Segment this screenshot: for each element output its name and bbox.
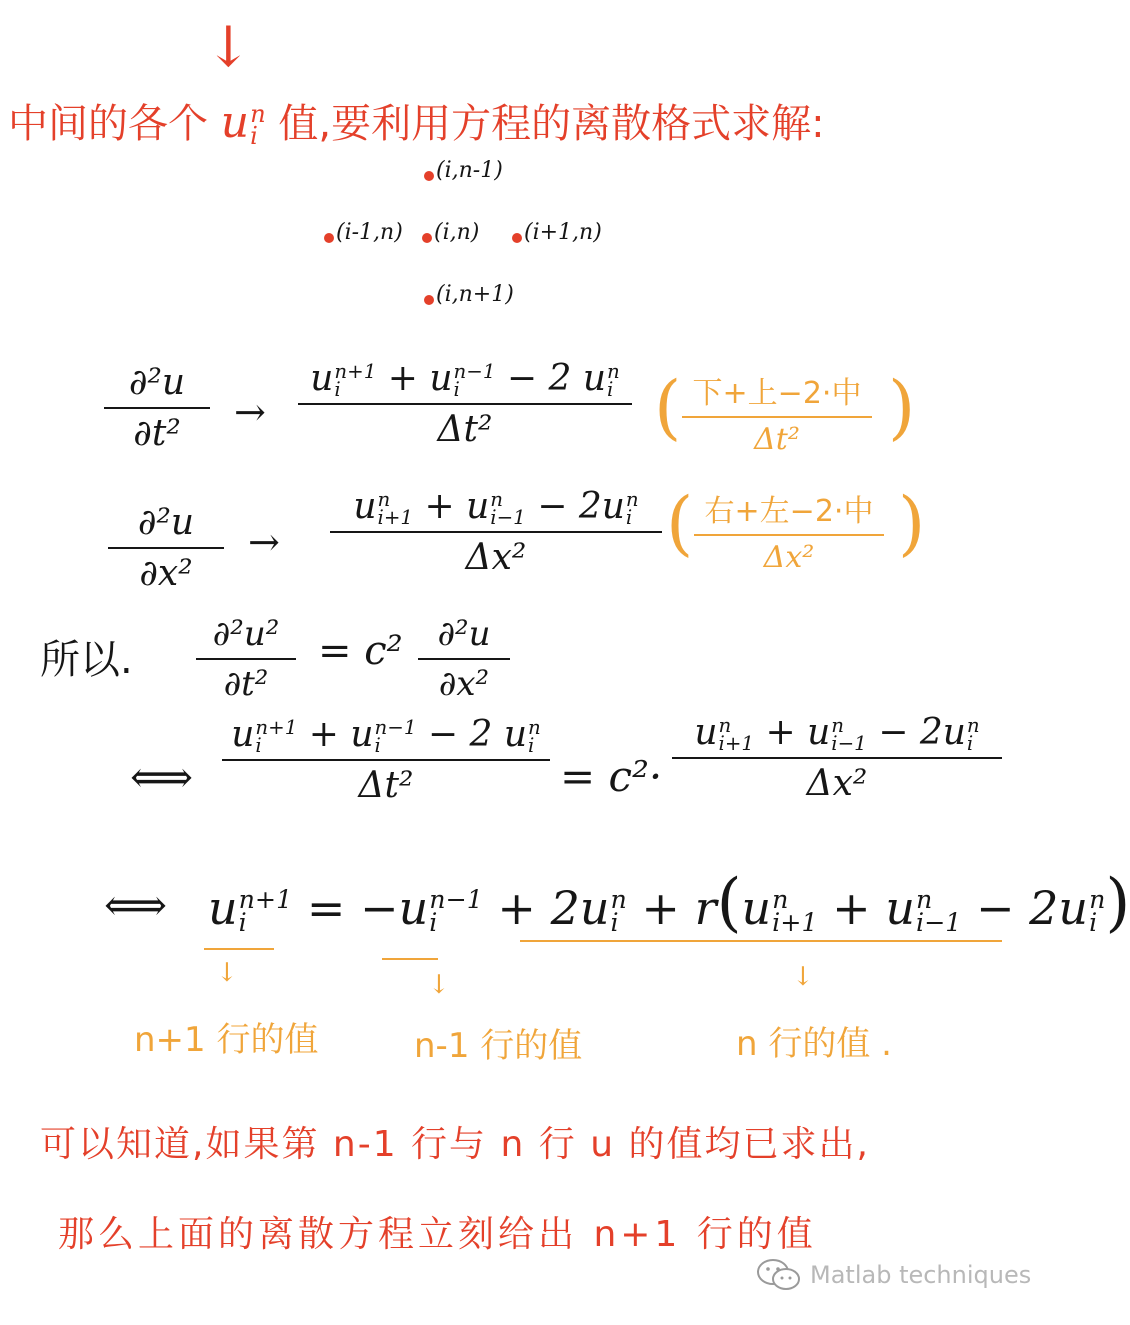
watermark-text: Matlab techniques <box>810 1261 1032 1289</box>
heading <box>8 92 825 149</box>
underline-c <box>520 940 1002 942</box>
eq3-iff: ⟺ <box>130 752 194 803</box>
heading-part2: 值,要利用方程的离散格式求解: <box>278 101 825 147</box>
eq1-arrow: → <box>234 390 266 434</box>
point-dot-center <box>422 233 432 243</box>
so-eq: = c² <box>318 628 403 674</box>
point-left: (i-1,n) <box>336 220 403 245</box>
point-dot-right <box>512 233 522 243</box>
label-a: n+1 行的值 <box>134 1020 319 1060</box>
so-label: 所以. <box>40 637 133 683</box>
point-bottom: (i,n+1) <box>436 282 514 307</box>
point-top: (i,n-1) <box>436 158 503 183</box>
eq2-arrow: → <box>248 520 280 564</box>
arrow-a-icon: ↓ <box>216 958 238 988</box>
eq1-rhs: u n+1 i + u n−1 i − 2 u n i Δt² <box>298 358 632 450</box>
underline-a <box>204 948 274 950</box>
label-b: n-1 行的值 <box>414 1026 583 1066</box>
label-c: n 行的值 . <box>736 1024 892 1064</box>
point-dot-bottom <box>424 295 434 305</box>
so-lhs: ∂²u² ∂t² <box>196 614 296 704</box>
arrow-b-icon: ↓ <box>428 970 450 1000</box>
eq1-note-paren-close: ) <box>888 366 916 448</box>
wechat-icon <box>756 1258 802 1292</box>
so-rhs: ∂²u ∂x² <box>418 614 510 704</box>
eq4-iff: ⟺ <box>104 880 168 931</box>
eq1-note: 下+上−2·中 Δt² <box>682 368 872 457</box>
eq2-note: 右+左−2·中 Δx² <box>694 486 884 575</box>
heading-part1: 中间的各个 <box>8 101 208 147</box>
eq1-lhs: ∂²u ∂t² <box>104 362 210 454</box>
eq1-note-paren-open: ( <box>654 366 682 448</box>
arrow-c-icon: ↓ <box>792 962 814 992</box>
point-center: (i,n) <box>434 220 480 245</box>
down-arrow-icon: ↓ <box>205 15 252 80</box>
eq2-note-paren-open: ( <box>666 482 694 564</box>
eq4-body: u n+1 i = −u n−1 i + 2u n i + r(u n i+1 + u n i−1 − 2u n i ) <box>208 866 1130 940</box>
point-dot-top <box>424 171 434 181</box>
point-dot-left <box>324 233 334 243</box>
conclusion-line2: 那么上面的离散方程立刻给出 n+1 行的值 <box>58 1214 817 1255</box>
eq2-lhs: ∂²u ∂x² <box>108 502 224 594</box>
underline-b <box>382 958 438 960</box>
heading-symbol: u n i <box>220 97 266 150</box>
watermark <box>756 1258 1031 1292</box>
eq3-mid: = c²· <box>560 752 663 801</box>
conclusion-line1: 可以知道,如果第 n-1 行与 n 行 u 的值均已求出, <box>40 1124 870 1165</box>
eq3-lhs: u n+1 i + u n−1 i − 2 u n i Δt² <box>222 714 550 806</box>
eq2-rhs: u n i+1 + u n i−1 − 2u n i Δx² <box>330 486 662 578</box>
eq3-rhs: u n i+1 + u n i−1 − 2u n i Δx² <box>672 712 1002 804</box>
eq2-note-paren-close: ) <box>898 482 926 564</box>
point-right: (i+1,n) <box>524 220 602 245</box>
